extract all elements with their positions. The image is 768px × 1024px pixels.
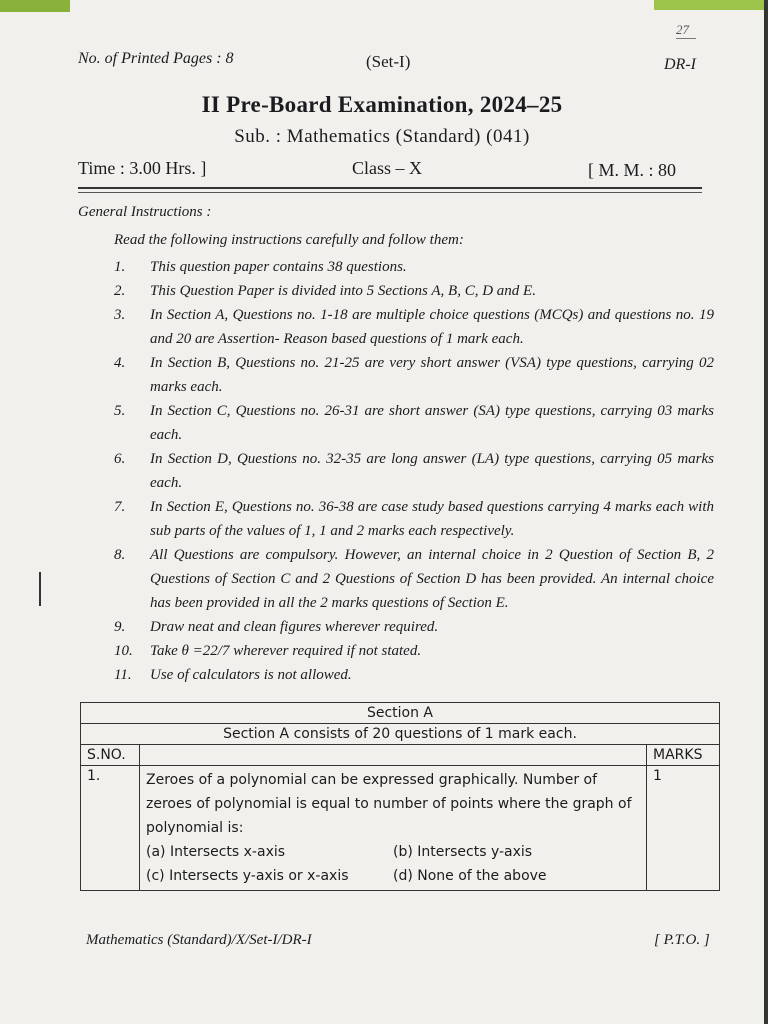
option-b: (b) Intersects y-axis (393, 844, 533, 860)
exam-title: II Pre-Board Examination, 2024–25 (201, 92, 563, 117)
class-label: Class – X (352, 158, 423, 178)
table-row (81, 766, 720, 891)
time-allowed: Time : 3.00 Hrs. ] (78, 158, 207, 178)
section-title: Section A (81, 703, 720, 724)
option-d: (d) None of the above (393, 868, 547, 884)
set-label: (Set-I) (366, 52, 411, 71)
question-cell (140, 766, 647, 891)
instruction-item: 6. In Section D, Questions no. 32-35 are long answer (LA) type questions, carrying 05 marks each. (114, 451, 714, 491)
instruction-item: 9. Draw neat and clean figures wherever required. (114, 619, 439, 635)
header-divider-thin (78, 192, 702, 193)
instruction-item: 3. In Section A, Questions no. 1-18 are multiple choice questions (MCQs) and questions no. 19 and 20 are Assertion- Reason based questions of 1 mark each. (114, 307, 714, 347)
instruction-item: 7. In Section E, Questions no. 36-38 are case study based questions carrying 4 marks each with sub parts of the values of 1, 1 and 2 marks each respectively. (114, 499, 714, 539)
instructions-list (114, 255, 714, 687)
instruction-item: 1. This question paper contains 38 questions. (114, 259, 407, 275)
instruction-item: 8. All Questions are compulsory. However, an internal choice in 2 Question of Section B, 2 Questions of Section C and 2 Questions of Section D has been provided. An internal choice has been provided in all the 2 marks questions of Section E. (114, 547, 714, 611)
instructions-intro: Read the following instructions carefully and follow them: (114, 232, 464, 248)
section-a-table (80, 702, 720, 891)
subject-line: Sub. : Mathematics (Standard) (041) (234, 126, 530, 147)
footer-paper-id: Mathematics (Standard)/X/Set-I/DR-I (86, 932, 312, 948)
background-strip-left (0, 0, 70, 12)
instruction-item: 2. This Question Paper is divided into 5 Sections A, B, C, D and E. (114, 283, 536, 299)
option-c: (c) Intersects y-axis or x-axis (146, 868, 349, 884)
options-grid (146, 840, 640, 888)
section-note: Section A consists of 20 questions of 1 mark each. (81, 724, 720, 745)
max-marks: [ M. M. : 80 (588, 160, 677, 180)
instruction-item: 11. Use of calculators is not allowed. (114, 667, 352, 683)
margin-pen-mark (39, 572, 41, 606)
instruction-item: 4. In Section B, Questions no. 21-25 are very short answer (VSA) type questions, carrying 02 marks each. (114, 355, 714, 395)
footer-pto: [ P.T.O. ] (654, 932, 710, 948)
printed-pages: No. of Printed Pages : 8 (78, 50, 234, 67)
instruction-item: 5. In Section C, Questions no. 26-31 are short answer (SA) type questions, carrying 03 marks each. (114, 403, 714, 443)
option-a: (a) Intersects x-axis (146, 844, 286, 860)
column-header-sno: S.NO. (81, 745, 140, 766)
handwritten-page-number: 27 (676, 22, 689, 37)
background-strip-right (654, 0, 764, 10)
column-header-marks: MARKS (647, 745, 720, 766)
header-divider (78, 187, 702, 189)
paper-code: DR-I (664, 56, 696, 73)
question-marks: 1 (647, 766, 720, 891)
instruction-item: 10. Take θ =22/7 wherever required if not stated. (114, 643, 422, 659)
question-text: Zeroes of a polynomial can be expressed graphically. Number of zeroes of polynomial is equal to number of points where the graph of polynomial is: (146, 772, 632, 836)
instructions-heading: General Instructions : (78, 204, 212, 220)
column-header-question (140, 745, 647, 766)
question-number: 1. (81, 766, 140, 891)
